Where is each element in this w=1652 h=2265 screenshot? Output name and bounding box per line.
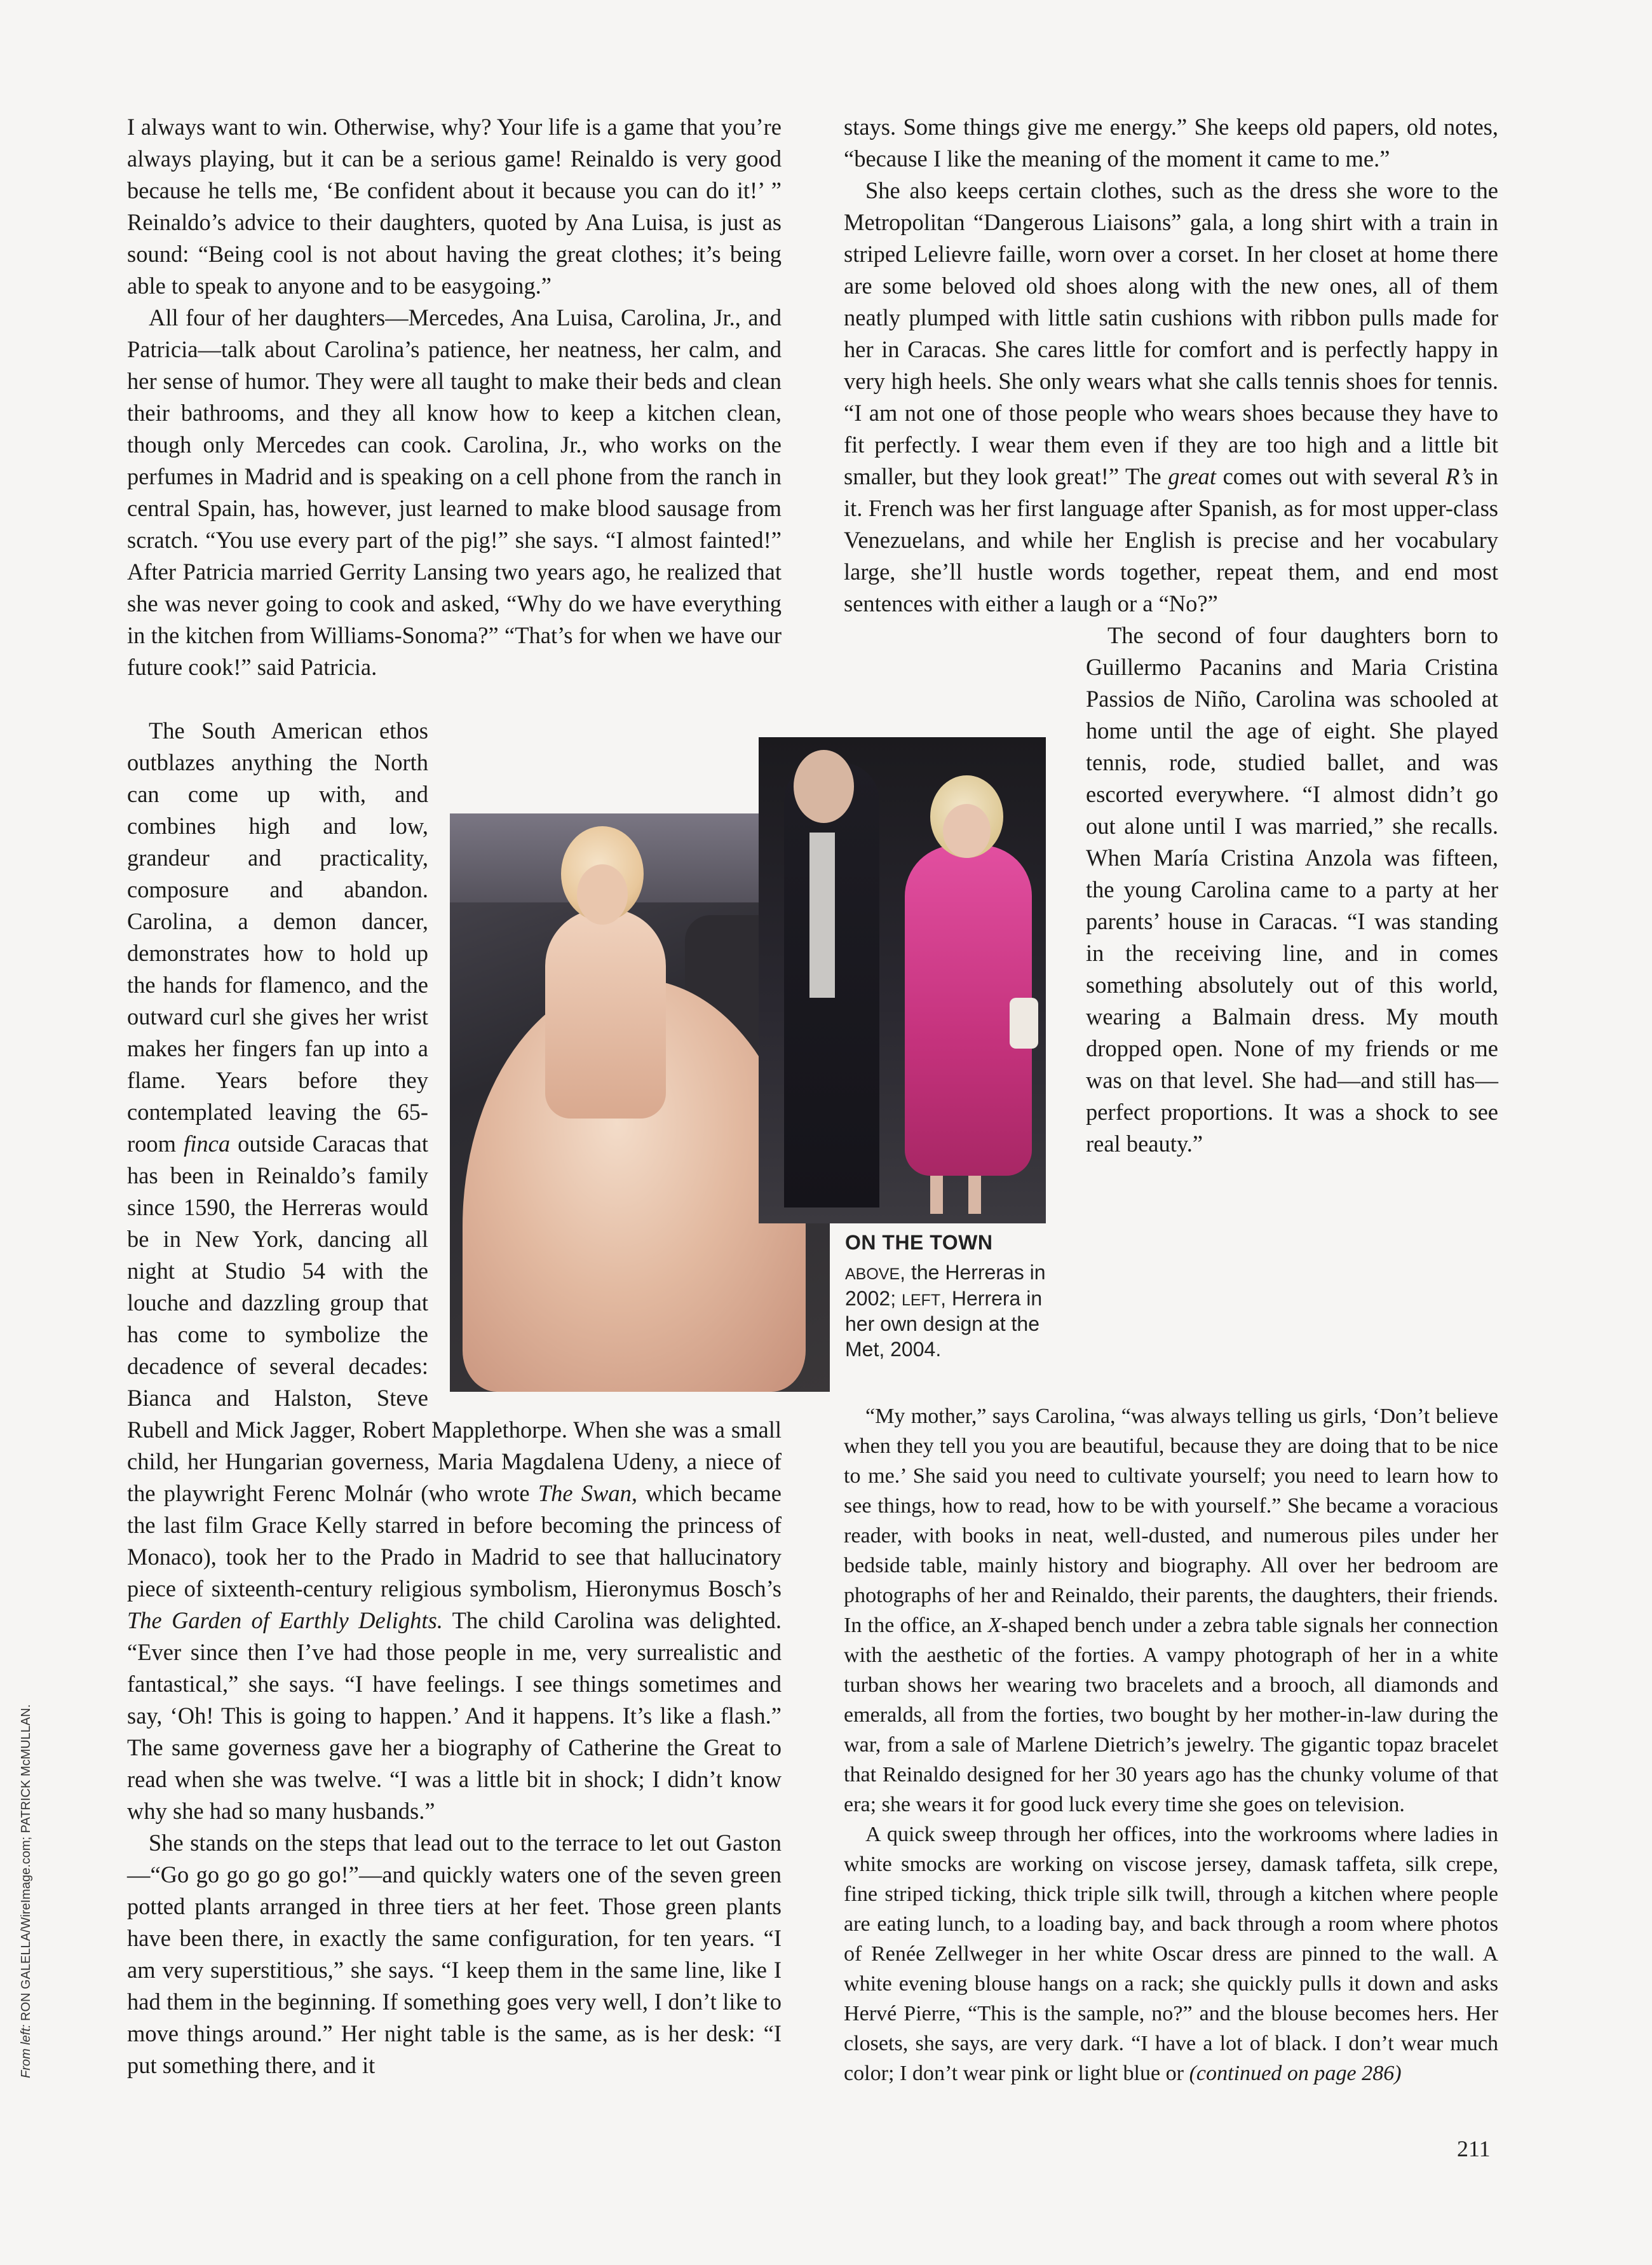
text-italic: X: [987, 1614, 1001, 1637]
paragraph: I always want to win. Otherwise, why? Your life is a game that you’re always playing, but it can be a serious game! Reinaldo is very good because he tells me, ‘Be confident about it because you can do it!’ ” Reinaldo’s advice to their daughters, quoted by Ana Luisa, is just as sound: “Being cool is not about having the great clothes; it’s being able to speak to anyone and to be easygoing.”: [127, 114, 782, 299]
continued-note: (continued on page 286): [1189, 2062, 1402, 2085]
photo-credit: [19, 1704, 34, 2078]
page-number: 211: [1457, 2136, 1491, 2161]
article-column-left-continued: [127, 715, 782, 2081]
photo-wrap-spacer: [438, 715, 782, 1395]
text-run: The child Carolina was delighted. “Ever since then I’ve had those people in me, very surrealistic and fantastical,” she says. “I have feelings. I see things sometimes and say, ‘Oh! This is going to happen.’ And it happens. It’s like a flash.” The same governess gave her a biography of Catherine the Great to read when she was twelve. “I was a little bit in shock; I didn’t know why she had so many husbands.”: [127, 1607, 782, 1824]
photo-caption: [845, 1230, 1055, 1362]
text-run: in it. French was her first language after Spanish, as for most upper-class Venezuelans, and while her English is precise and her vocabulary large, she’ll hustle words together, repeat them, and end most sentences with either a laugh or a “No?”: [844, 463, 1498, 616]
article-column-right-continued: [844, 1401, 1498, 2088]
text-run: outside Caracas that has been in Reinaldo’s family since 1590, the Herreras would be in New York, dancing all night at Studio 54 with the louche and dazzling group that has come to symbolize the decadence of several decades: Bianca and Halston, Steve Rubell and Mick Jagger, Robert Mapplethorpe. When she was a small child, her Hungarian governess, Maria Magdalena Udeny, a niece of the playwright Ferenc Molnár (who wrote: [127, 1131, 782, 1506]
paragraph: [844, 1401, 1498, 1819]
article-column-right: [844, 111, 1498, 1281]
caption-left-label: left: [901, 1284, 941, 1310]
text-italic: The Garden of Earthly Delights.: [127, 1607, 443, 1633]
text-run: -shaped bench under a zebra table signals her connection with the aesthetic of the forties. A vampy photograph of her in a white turban shows her wearing two bracelets and a brooch, all diamonds and emeralds, all from the forties, two bought by her mother-in-law during the war, from a sale of Marlene Dietrich’s jewelry. The gigantic topaz bracelet that Reinaldo designed for her 30 years ago has the chunky volume of that era; she wears it for good luck every time she goes on television.: [844, 1614, 1498, 1816]
paragraph: She stands on the steps that lead out to the terrace to let out Gaston—“Go go go go go go!”—and quickly waters one of the seven green potted plants arranged in three tiers at her feet. Those green plants have been there, in exactly the same configuration, for ten years. “I am very superstitious,” she says. “I keep them in the same line, like I had them in the beginning. If something goes very well, I don’t like to move things around.” Her night table is the same, as is her desk: “I put something there, and it: [127, 1830, 782, 2078]
credit-text: RON GALELLA/WireImage.com; PATRICK McMULLAN.: [19, 1704, 33, 2025]
text-italic: finca: [184, 1131, 231, 1157]
caption-heading: ON THE TOWN: [845, 1231, 993, 1254]
paragraph: The second of four daughters born to Guillermo Pacanins and Maria Cristina Passios de Niño, Carolina was schooled at home until the age of eight. She played tennis, rode, studied ballet, and was escorted everywhere. “I almost didn’t go out alone until I was married,” she recalls. When María Cristina Anzola was fifteen, the young Carolina came to a party at her parents’ house in Caracas. “I was standing in the receiving line, and in comes something absolutely out of this world, wearing a Balmain dress. My mouth dropped open. None of my friends or me was on that level. She had—and still has—perfect proportions. It was a shock to see real beauty.”: [1086, 622, 1498, 1157]
caption-above-label: above: [845, 1258, 900, 1284]
text-run: comes out with several: [1216, 463, 1446, 489]
text-italic: R’s: [1446, 463, 1474, 489]
article-column-left-top: [127, 111, 782, 683]
caption-text: , Herrera in her own design at the Met, 2004.: [845, 1287, 1043, 1361]
text-run: She also keeps certain clothes, such as the dress she wore to the Metropolitan “Dangerous Liaisons” gala, a long shirt with a train in striped Lelievre faille, worn over a corset. In her closet at home there are some beloved old shoes along with the new ones, all of them neatly plumped with little satin cushions with ribbon pulls made for her in Caracas. She cares little for comfort and is perfectly happy in very high heels. She only wears what she calls tennis shoes for tennis. “I am not one of those people who wears shoes because they have to fit perfectly. I wear them even if they are too high and a little bit smaller, but they look great!” The: [844, 177, 1498, 489]
text-run: The South American ethos outblazes anything the North can come up with, and combines high and low, grandeur and practicality, composure and abandon. Carolina, a demon dancer, demonstrates how to hold up the hands for flamenco, and the outward curl she gives her wrist makes her fingers fan up into a flame. Years before they contemplated leaving the 65-room: [127, 718, 428, 1157]
text-run: “My mother,” says Carolina, “was always telling us girls, ‘Don’t believe when they tell you you are beautiful, because they are doing that to be nice to me.’ She said you need to cultivate yourself; you need to learn how to see things, how to read, how to be with yourself.” She became a voracious reader, with books in neat, well-dusted, and numerous piles under her bedside table, mainly history and biography. All over her bedroom are photographs of her and Reinaldo, their parents, the daughters, their friends. In the office, an: [844, 1405, 1498, 1637]
paragraph: [844, 175, 1498, 620]
paragraph: [844, 1819, 1498, 2088]
text-run: which became the last film Grace Kelly starred in before becoming the princess of Monaco), took her to the Prado in Madrid to see that hallucinatory piece of sixteenth-century religious symbolism, Hieronymus Bosch’s: [127, 1480, 782, 1602]
text-run: A quick sweep through her offices, into the workrooms where ladies in white smocks are working on viscose jersey, damask taffeta, silk crepe, fine striped ticking, thick triple silk twill, through a kitchen where people are eating lunch, to a loading bay, and back through a room where photos of Renée Zellweger in her white Oscar dress are pinned to the wall. A white evening blouse hangs on a rack; she quickly pulls it down and asks Hervé Pierre, “This is the sample, no?” and the blouse becomes hers. Her closets, she says, are very dark. “I have a lot of black. I don’t wear much color; I don’t wear pink or light blue or: [844, 1823, 1498, 2085]
text-italic: great: [1168, 463, 1217, 489]
caption-text: , the Herreras in 2002;: [845, 1261, 1046, 1310]
text-italic: The Swan,: [538, 1480, 637, 1506]
paragraph: stays. Some things give me energy.” She keeps old papers, old notes, “because I like the meaning of the moment it came to me.”: [844, 114, 1498, 172]
photo-wrap-spacer: [844, 620, 1076, 1281]
paragraph: All four of her daughters—Mercedes, Ana Luisa, Carolina, Jr., and Patricia—talk about Carolina’s patience, her neatness, her calm, and her sense of humor. They were all taught to make their beds and clean their bathrooms, and they all know how to keep a kitchen clean, though only Mercedes can cook. Carolina, Jr., who works on the perfumes in Madrid and is speaking on a cell phone from the ranch in central Spain, has, however, just learned to make blood sausage from scratch. “You use every part of the pig!” she says. “I almost fainted!” After Patricia married Gerrity Lansing two years ago, he realized that she was never going to cook and asked, “Why do we have everything in the kitchen from Williams-Sonoma?” “That’s for when we have our future cook!” said Patricia.: [127, 304, 782, 680]
credit-prefix: From left:: [19, 2024, 33, 2078]
